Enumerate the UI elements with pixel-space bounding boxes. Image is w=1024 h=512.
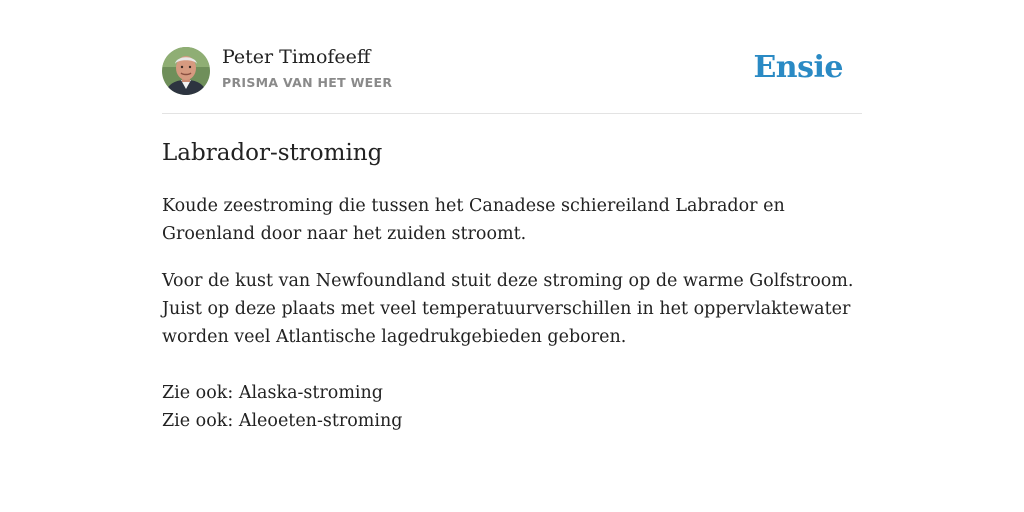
entry-paragraph-1: Koude zeestroming die tussen het Canadese schiereiland Labrador en Groenland door naar het zuiden stroomt. [162,196,785,244]
see-also-item [162,379,862,407]
see-also-prefix: Zie ook: [162,411,239,431]
entry-paragraph-2: Voor de kust van Newfoundland stuit deze stroming op de warme Golfstroom. Juist op deze plaats met veel temperatuurverschillen in het oppervlaktewater worden veel Atlantische lagedrukgebieden geboren. [162,271,854,347]
author-portrait-icon [162,47,210,95]
see-also-prefix: Zie ook: [162,383,239,403]
see-also-list [162,379,862,435]
see-also-link-aleoeten[interactable]: Aleoeten-stroming [238,411,403,431]
entry-header [162,0,862,114]
entry-card [162,0,862,435]
author-subtitle[interactable]: PRISMA VAN HET WEER [222,75,393,90]
entry-title: Labrador-stroming [162,140,383,166]
author-name[interactable]: Peter Timofeeff [222,46,371,68]
see-also-item [162,407,862,435]
see-also-link-alaska[interactable]: Alaska-stroming [238,383,383,403]
author-avatar[interactable] [162,47,210,95]
ensie-logo[interactable]: Ensie [753,50,843,85]
